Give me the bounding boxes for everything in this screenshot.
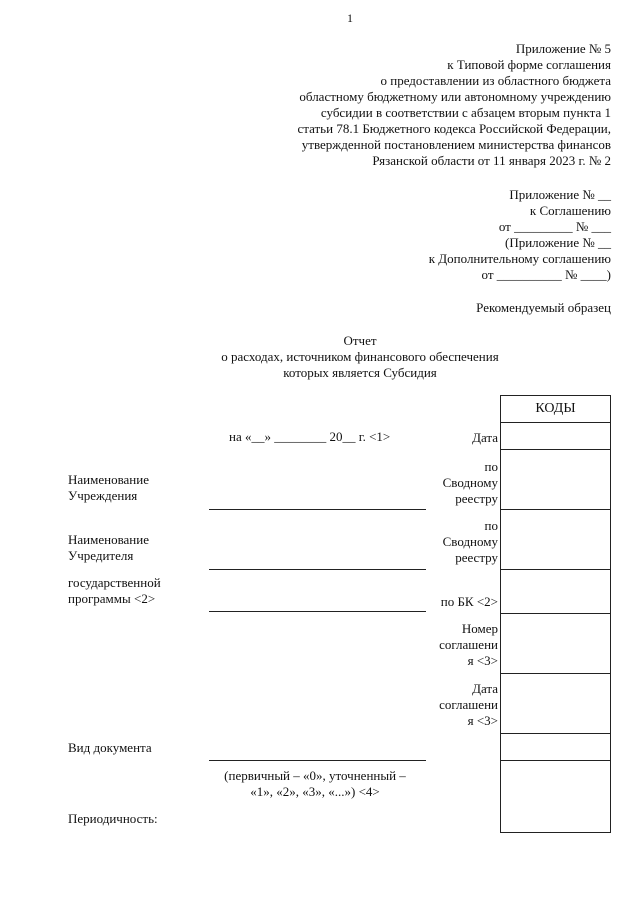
label-line: по — [484, 459, 498, 474]
hint-line: (первичный – «0», уточненный – — [224, 768, 406, 783]
label-line: реестру — [455, 550, 498, 565]
report-title — [150, 333, 570, 381]
agreement-line: к Соглашению — [529, 203, 611, 218]
program-field[interactable] — [209, 611, 426, 612]
agreement-line: к Дополнительному соглашению — [428, 251, 611, 266]
institution-label — [68, 472, 149, 504]
report-title-line: о расходах, источником финансового обеспечения — [221, 349, 499, 364]
agreement-line: (Приложение № __ — [504, 235, 611, 250]
label-line: соглашени — [439, 637, 498, 652]
agreement-number-label — [436, 621, 498, 669]
label-line: Наименование — [68, 472, 149, 487]
codes-table — [500, 395, 611, 833]
report-title-line: которых является Субсидия — [283, 365, 437, 380]
appendix-header — [297, 41, 611, 169]
label-line: государственной — [68, 575, 161, 590]
periodicity-label: Периодичность: — [68, 811, 158, 826]
label-line: Сводному — [442, 534, 498, 549]
label-line: Учреждения — [68, 488, 138, 503]
doc-type-label: Вид документа — [68, 740, 152, 755]
hint-line: «1», «2», «3», «...») <4> — [250, 784, 380, 799]
recommended-sample: Рекомендуемый образец — [476, 300, 611, 315]
appendix-line: о предоставлении из областного бюджета — [380, 73, 611, 88]
date-code-cell[interactable] — [501, 423, 611, 450]
appendix-line: Рязанской области от 11 января 2023 г. № 2 — [372, 153, 611, 168]
appendix-line: областному бюджетному или автономному учреждению — [299, 89, 611, 104]
bk-code-label: по БК <2> — [440, 594, 498, 609]
label-line: Учредителя — [68, 548, 134, 563]
appendix-line: утвержденной постановлением министерства финансов — [301, 137, 611, 152]
institution-field[interactable] — [209, 509, 426, 510]
program-label — [68, 575, 161, 607]
registry-code-label — [436, 459, 498, 507]
appendix-line: к Типовой форме соглашения — [447, 57, 611, 72]
appendix-line: статьи 78.1 Бюджетного кодекса Российской Федерации, — [297, 121, 611, 136]
registry-code-cell-2[interactable] — [501, 510, 611, 570]
label-line: Сводному — [442, 475, 498, 490]
label-line: реестру — [455, 491, 498, 506]
agreement-line: Приложение № __ — [509, 187, 611, 202]
founder-field[interactable] — [209, 569, 426, 570]
label-line: Наименование — [68, 532, 149, 547]
agreement-date-label — [436, 681, 498, 729]
label-line: я <3> — [467, 653, 498, 668]
agreement-reference — [429, 187, 611, 283]
bk-code-cell[interactable] — [501, 570, 611, 614]
label-line: Дата — [472, 681, 498, 696]
page-number: 1 — [347, 11, 353, 25]
doc-type-hint — [190, 768, 440, 800]
label-line: Номер — [461, 621, 498, 636]
periodicity-cell[interactable] — [501, 761, 611, 833]
agreement-number-cell[interactable] — [501, 614, 611, 674]
registry-code-label-2 — [436, 518, 498, 566]
report-title-line: Отчет — [343, 333, 377, 348]
agreement-line: от __________ № ____) — [481, 267, 611, 282]
founder-label — [68, 532, 149, 564]
label-line: по — [484, 518, 498, 533]
appendix-line: Приложение № 5 — [515, 41, 611, 56]
date-code-label: Дата — [472, 430, 498, 445]
appendix-line: субсидии в соответствии с абзацем вторым пункта 1 — [320, 105, 611, 120]
doc-type-cell[interactable] — [501, 734, 611, 761]
label-line: программы <2> — [68, 591, 156, 606]
label-line: соглашени — [439, 697, 498, 712]
codes-header: КОДЫ — [501, 396, 611, 423]
registry-code-cell[interactable] — [501, 450, 611, 510]
report-date-line: на «__» ________ 20__ г. <1> — [229, 429, 391, 444]
agreement-date-cell[interactable] — [501, 674, 611, 734]
doc-type-field[interactable] — [209, 760, 426, 761]
label-line: я <3> — [467, 713, 498, 728]
agreement-line: от _________ № ___ — [498, 219, 611, 234]
